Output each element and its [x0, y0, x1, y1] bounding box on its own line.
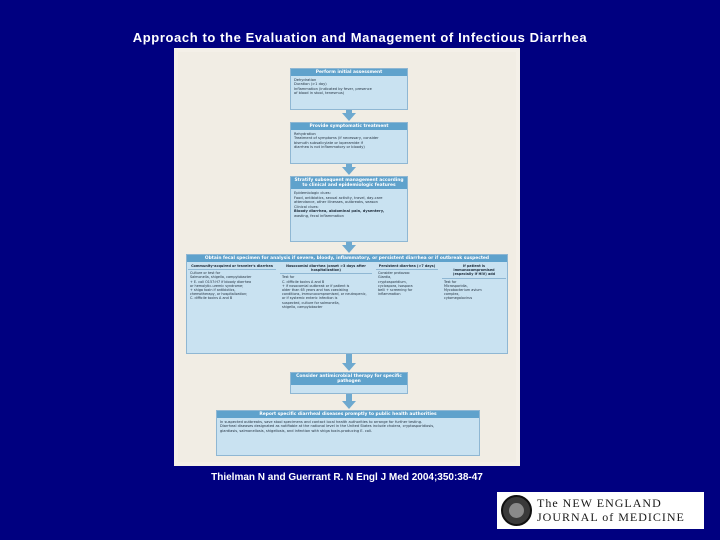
step-line: Clinical clues: [294, 204, 319, 209]
arrow-down-icon [342, 167, 356, 175]
column-line: cyclospora, isospora [378, 283, 413, 288]
column-line: Microsporidia, [444, 283, 468, 288]
step-line: Epidemiologic clues: [294, 190, 331, 195]
nejm-seal-icon [501, 495, 532, 526]
column-heading: Community-acquired or traveler's diarrhea [191, 264, 273, 268]
column-line: suspected, culture for salmonella, [282, 300, 340, 305]
step-line: diarrhea is not inflammatory or bloody) [294, 145, 365, 150]
step-symptomatic-treatment [290, 122, 408, 164]
arrow-down-icon [342, 113, 356, 121]
step-line: of blood in stool, tenesmus) [294, 91, 345, 96]
column-line: shigella, campylobacter [282, 304, 323, 309]
nejm-logo [497, 492, 704, 529]
column-heading: Nosocomial diarrhea (onset >3 days after hospitalization) [286, 264, 366, 273]
column-community-acquired [188, 263, 276, 352]
column-line: Culture or test for [190, 271, 221, 276]
column-line: Consider protozoa: [378, 271, 411, 276]
column-line: cryptosporidium, [378, 279, 407, 284]
step-line: In suspected outbreaks, save stool specimens and contact local health authorities to arrange for further testing. [220, 419, 423, 424]
step-heading: Report specific diarrheal diseases promptly to public health authorities [217, 411, 479, 418]
step-heading: Obtain fecal specimen for analysis if severe, bloody, inflammatory, or persistent diarrhea or if outbreak suspected [187, 255, 507, 262]
arrow-down-icon [342, 245, 356, 253]
column-line: C. difficile toxins A and B [190, 296, 233, 301]
logo-line-1: The NEW ENGLAND [537, 496, 662, 510]
column-line: + if nosocomial outbreak or if patient is [282, 283, 350, 288]
column-line: belli + screening for [378, 288, 413, 293]
step-line: bismuth subsalicylate or loperamide if [294, 140, 363, 145]
column-persistent [376, 263, 438, 352]
column-line: Giardia, [378, 275, 392, 280]
column-line: or hemolytic-uremic syndrome; [190, 283, 244, 288]
column-line: + E. coli O157:H7 if bloody diarrhea [190, 279, 252, 284]
column-line: older than 65 years and has coexisting [282, 288, 349, 293]
column-line: Salmonella, shigella, campylobacter [190, 275, 252, 280]
column-line: C. difficile toxins A and B [282, 279, 325, 284]
step-line: Duration (>1 day) [294, 82, 327, 87]
column-nosocomial [280, 263, 372, 352]
column-line: cytomegalovirus [444, 296, 473, 301]
step-heading: Stratify subsequent management according to clinical and epidemiologic features [291, 177, 407, 189]
arrow-down-icon [342, 363, 356, 371]
column-heading: Persistent diarrhea (>7 days) [378, 264, 436, 268]
flowchart-canvas [178, 52, 516, 462]
step-line: Diarrheal diseases designated as notifiable at the national level in the United States include cholera, cryptosporidiosis, [220, 424, 435, 429]
step-heading: Perform initial assessment [291, 69, 407, 76]
step-line: Food, antibiotics, sexual activity, travel, day-care [294, 195, 383, 200]
column-line: Test for [444, 279, 457, 284]
column-immunocompromised [442, 263, 506, 352]
step-line: giardiasis, salmonellosis, shigellosis, and infection with shiga toxin-producing E. coli. [220, 428, 373, 433]
step-line: wasting, fecal inflammation [294, 213, 344, 218]
step-line: Inflammation (indicated by fever, presence [294, 86, 372, 91]
specimen-columns [188, 263, 506, 352]
logo-line-2: JOURNAL of MEDICINE [537, 510, 685, 524]
step-line: Dehydration [294, 77, 317, 82]
step-line: Bloody diarrhea, abdominal pain, dysentery, [294, 209, 385, 214]
step-antimicrobial-therapy [290, 372, 408, 394]
step-heading: Provide symptomatic treatment [291, 123, 407, 130]
column-line: chemotherapy, or hospitalization; [190, 292, 248, 297]
citation: Thielman N and Guerrant R. N Engl J Med 2004;350:38-47 [211, 472, 483, 483]
step-line: attendance, other illnesses, outbreaks, season [294, 200, 378, 205]
flowchart-figure [174, 48, 520, 466]
step-line: Treatment of symptoms (if necessary, consider [294, 136, 379, 141]
slide-title: Approach to the Evaluation and Management of Infectious Diarrhea [132, 30, 588, 45]
step-heading: Consider antimicrobial therapy for specific pathogen [291, 373, 407, 385]
column-line: or if systemic enteric infection is [282, 296, 338, 301]
logo-wordmark [537, 496, 685, 524]
step-initial-assessment [290, 68, 408, 110]
column-heading: If patient is immunocompromised (especially if HIV) add [452, 264, 496, 277]
step-stratify-management [290, 176, 408, 242]
column-line: Mycobacterium avium [444, 288, 482, 293]
column-line: complex, [444, 292, 460, 297]
arrow-down-icon [342, 401, 356, 409]
column-line: conditions, immunocompromised, or neutropenic, [282, 292, 367, 297]
step-line: Rehydration [294, 131, 316, 136]
column-line: Test for [282, 275, 295, 280]
column-line: + shiga toxin if antibiotics, [190, 288, 236, 293]
column-line: inflammation [378, 292, 401, 297]
step-report-public-health [216, 410, 480, 456]
